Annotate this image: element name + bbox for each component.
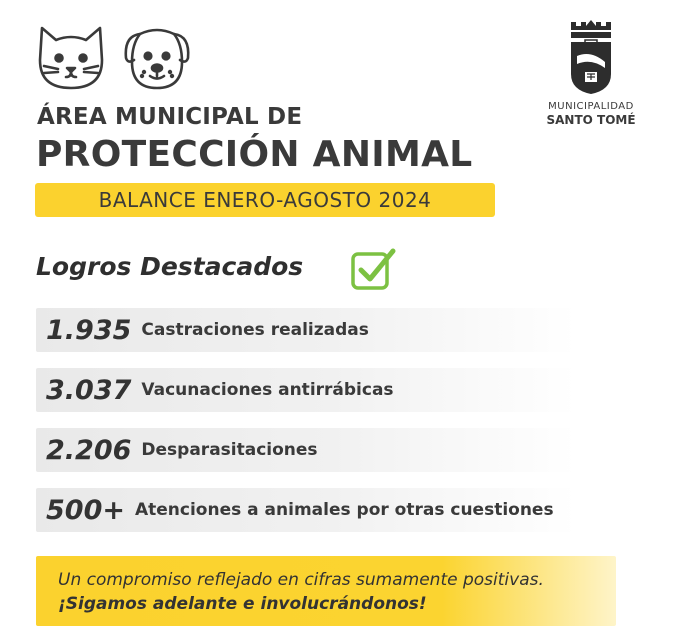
cat-face-icon bbox=[34, 20, 108, 94]
page-title: PROTECCIÓN ANIMAL bbox=[36, 134, 473, 175]
stat-value: 3.037 bbox=[46, 374, 132, 406]
stat-row bbox=[36, 488, 576, 532]
footer-call-to-action: ¡Sigamos adelante e involucrándonos! bbox=[58, 594, 427, 614]
period-banner bbox=[35, 183, 495, 217]
municipality-logo bbox=[528, 16, 654, 128]
stat-label: Castraciones realizadas bbox=[141, 320, 369, 340]
stat-value: 1.935 bbox=[46, 314, 132, 346]
stat-value: 500+ bbox=[46, 494, 125, 526]
stat-label: Vacunaciones antirrábicas bbox=[141, 380, 394, 400]
stat-row bbox=[36, 308, 576, 352]
footer-banner bbox=[36, 556, 616, 626]
coat-of-arms-icon bbox=[567, 16, 615, 96]
stat-row bbox=[36, 368, 576, 412]
stat-label: Desparasitaciones bbox=[141, 440, 318, 460]
logo-city-label: SANTO TOMÉ bbox=[546, 113, 636, 127]
period-label: BALANCE ENERO-AGOSTO 2024 bbox=[98, 188, 432, 212]
footer-message: Un compromiso reflejado en cifras sumamente positivas. bbox=[58, 570, 544, 590]
logo-municipality-label: MUNICIPALIDAD bbox=[548, 101, 634, 112]
area-title: ÁREA MUNICIPAL DE bbox=[37, 104, 303, 130]
check-box-icon bbox=[349, 246, 397, 292]
section-heading: Logros Destacados bbox=[36, 252, 304, 281]
stat-row bbox=[36, 428, 576, 472]
stat-value: 2.206 bbox=[46, 434, 132, 466]
dog-face-icon bbox=[120, 20, 194, 94]
stat-label: Atenciones a animales por otras cuestiones bbox=[134, 500, 554, 520]
